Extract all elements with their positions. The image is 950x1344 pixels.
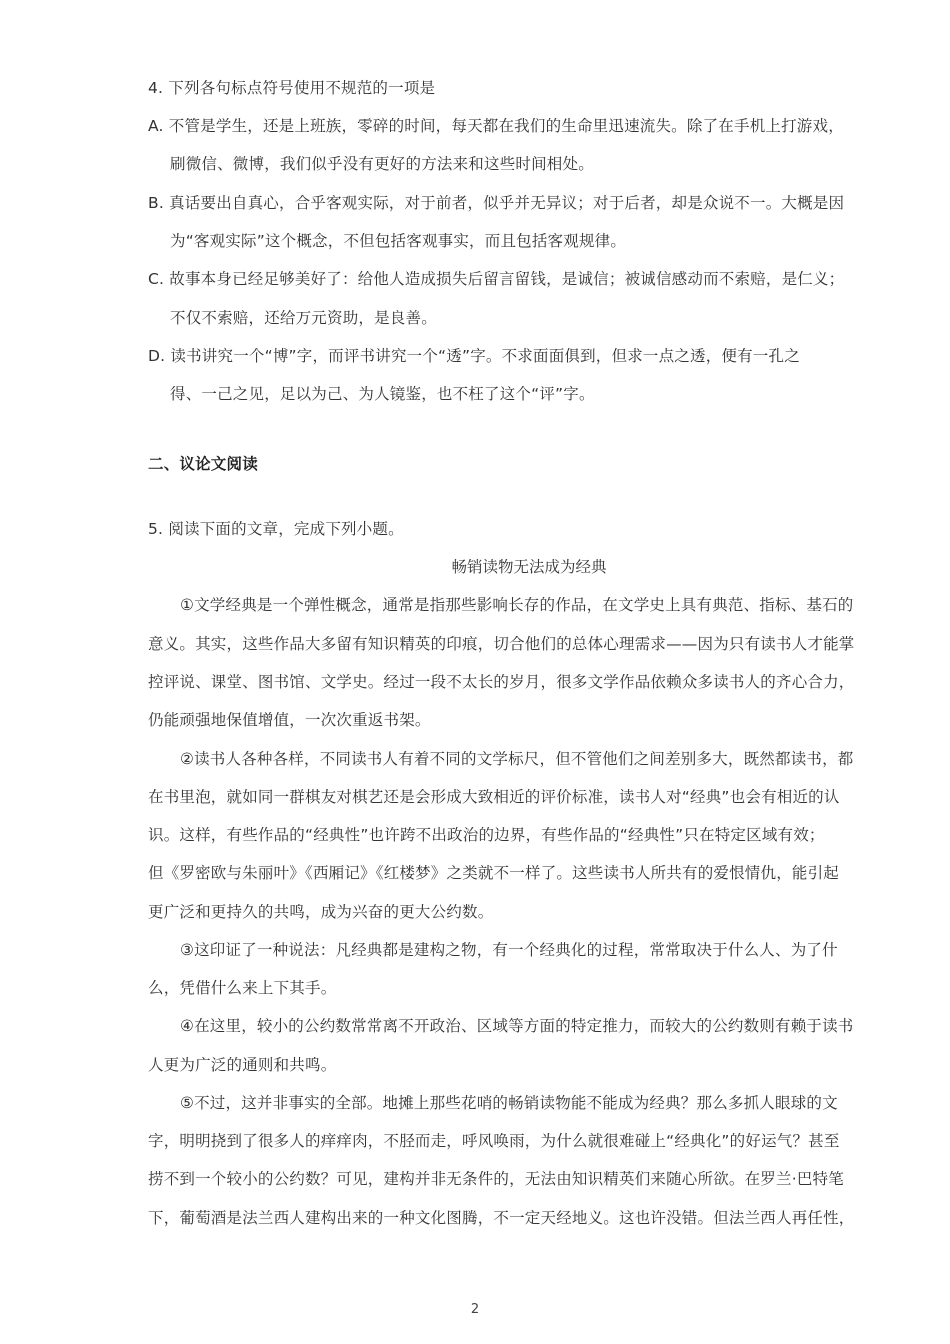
paragraph-1-line-2: 意义。其实，这些作品大多留有知识精英的印痕，切合他们的总体心理需求——因为只有读书人才能掌 [148, 635, 855, 653]
page-number: 2 [470, 1302, 480, 1317]
option-a-line-2: 刷微信、微博，我们似乎没有更好的方法来和这些时间相处。 [170, 155, 594, 173]
option-b-line-1: B. 真话要出自真心，合乎客观实际，对于前者，似乎并无异议；对于后者，却是众说不一。大概是因 [148, 194, 845, 212]
paragraph-1-line-4: 仍能顽强地保值增值，一次次重返书架。 [148, 711, 431, 729]
paragraph-5-line-3: 捞不到一个较小的公约数？可见，建构并非无条件的，无法由知识精英们来随心所欲。在罗兰·巴特笔 [148, 1170, 844, 1188]
option-d-line-2: 得、一己之见，足以为己、为人镜鉴，也不枉了这个“评”字。 [170, 385, 595, 403]
paragraph-1-line-1: ①文学经典是一个弹性概念，通常是指那些影响长存的作品，在文学史上具有典范、指标、基石的 [180, 596, 854, 614]
option-a-line-1: A. 不管是学生，还是上班族，零碎的时间，每天都在我们的生命里迅速流失。除了在手机上打游戏， [148, 117, 844, 135]
paragraph-1-line-3: 控评说、课堂、图书馆、文学史。经过一段不太长的岁月，很多文学作品依赖众多读书人的齐心合力， [148, 673, 855, 691]
paragraph-2-line-2: 在书里泡，就如同一群棋友对棋艺还是会形成大致相近的评价标准，读书人对“经典”也会有相近的认 [148, 788, 840, 806]
paragraph-2-line-5: 更广泛和更持久的共鸣，成为兴奋的更大公约数。 [148, 903, 494, 921]
option-d-line-1: D. 读书讲究一个“博”字，而评书讲究一个“透”字。不求面面俱到，但求一点之透，便有一孔之 [148, 347, 800, 365]
article-title: 畅销读物无法成为经典 [451, 558, 607, 576]
paragraph-5-line-1: ⑤不过，这并非事实的全部。地摊上那些花哨的畅销读物能不能成为经典？那么多抓人眼球的文 [180, 1094, 838, 1112]
paragraph-4-line-2: 人更为广泛的通则和共鸣。 [148, 1056, 337, 1074]
paragraph-5-line-2: 字，明明挠到了很多人的痒痒肉，不胫而走，呼风唤雨，为什么就很难碰上“经典化”的好运气？甚至 [148, 1132, 840, 1150]
question-4-stem: 4. 下列各句标点符号使用不规范的一项是 [148, 79, 436, 97]
paragraph-3-line-2: 么，凭借什么来上下其手。 [148, 979, 337, 997]
option-c-line-1: C. 故事本身已经足够美好了：给他人造成损失后留言留钱，是诚信；被诚信感动而不索赔，是仁义； [148, 270, 845, 288]
paragraph-4-line-1: ④在这里，较小的公约数常常离不开政治、区域等方面的特定推力，而较大的公约数则有赖于读书 [180, 1017, 854, 1035]
section-heading: 二、议论文阅读 [148, 455, 258, 473]
option-c-line-2: 不仅不索赔，还给万元资助，是良善。 [170, 309, 437, 327]
paragraph-3-line-1: ③这印证了一种说法：凡经典都是建构之物，有一个经典化的过程，常常取决于什么人、为了什 [180, 941, 838, 959]
paragraph-5-line-4: 下，葡萄酒是法兰西人建构出来的一种文化图腾，不一定天经地义。这也许没错。但法兰西人再任性， [148, 1209, 855, 1227]
question-5-stem: 5. 阅读下面的文章，完成下列小题。 [148, 520, 404, 538]
paragraph-2-line-4: 但《罗密欧与朱丽叶》《西厢记》《红楼梦》之类就不一样了。这些读书人所共有的爱恨情仇，能引起 [148, 864, 840, 882]
paragraph-2-line-1: ②读书人各种各样，不同读书人有着不同的文学标尺，但不管他们之间差别多大，既然都读书，都 [180, 750, 854, 768]
option-b-line-2: 为“客观实际”这个概念，不但包括客观事实，而且包括客观规律。 [170, 232, 627, 250]
paragraph-2-line-3: 识。这样，有些作品的“经典性”也许跨不出政治的边界，有些作品的“经典性”只在特定区域有效； [148, 826, 825, 844]
